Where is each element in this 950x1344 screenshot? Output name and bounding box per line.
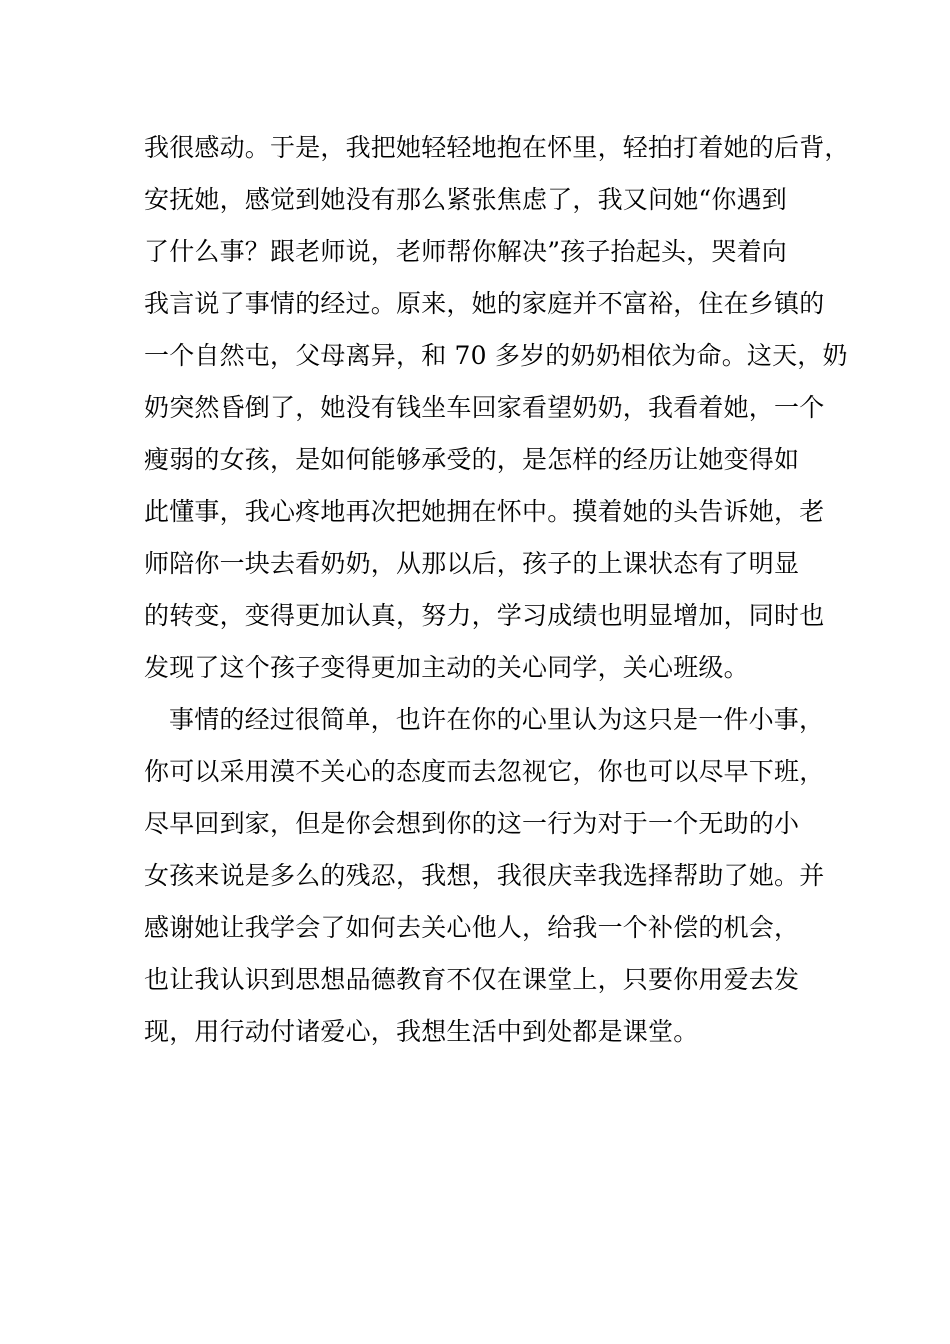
text-line: 现，用行动付诸爱心，我想生活中到处都是课堂。 <box>144 1017 699 1046</box>
text-line: 女孩来说是多么的残忍，我想，我很庆幸我选择帮助了她。并 <box>144 861 825 890</box>
text-line: 奶突然昏倒了，她没有钱坐车回家看望奶奶，我看着她，一个 <box>144 393 825 422</box>
text-line: 了什么事？跟老师说，老师帮你解决”孩子抬起头，哭着向 <box>144 237 787 266</box>
text-line: 安抚她，感觉到她没有那么紧张焦虑了，我又问她“你遇到 <box>144 185 787 214</box>
text-line: 我很感动。于是，我把她轻轻地抱在怀里，轻拍打着她的后背， <box>144 133 850 162</box>
text-line: 的转变，变得更加认真，努力，学习成绩也明显增加，同时也 <box>144 601 825 630</box>
text-line: 瘦弱的女孩，是如何能够承受的，是怎样的经历让她变得如 <box>144 445 800 474</box>
text-line: 此懂事，我心疼地再次把她拥在怀中。摸着她的头告诉她，老 <box>144 497 825 526</box>
body-text <box>144 128 850 1064</box>
text-line: 也让我认识到思想品德教育不仅在课堂上，只要你用爱去发 <box>144 965 800 994</box>
text-line: 师陪你一块去看奶奶，从那以后，孩子的上课状态有了明显 <box>144 549 800 578</box>
text-line: 尽早回到家，但是你会想到你的这一行为对于一个无助的小 <box>144 809 800 838</box>
text-line: 发现了这个孩子变得更加主动的关心同学，关心班级。 <box>144 653 749 682</box>
text-line: 你可以采用漠不关心的态度而去忽视它，你也可以尽早下班， <box>144 757 825 786</box>
text-line: 一个自然屯，父母离异，和 70 多岁的奶奶相依为命。这天，奶 <box>144 341 848 370</box>
paragraph-start-line: 事情的经过很简单，也许在你的心里认为这只是一件小事， <box>169 705 825 734</box>
text-line: 我言说了事情的经过。原来，她的家庭并不富裕，住在乡镇的 <box>144 289 825 318</box>
text-line: 感谢她让我学会了如何去关心他人，给我一个补偿的机会， <box>144 913 800 942</box>
